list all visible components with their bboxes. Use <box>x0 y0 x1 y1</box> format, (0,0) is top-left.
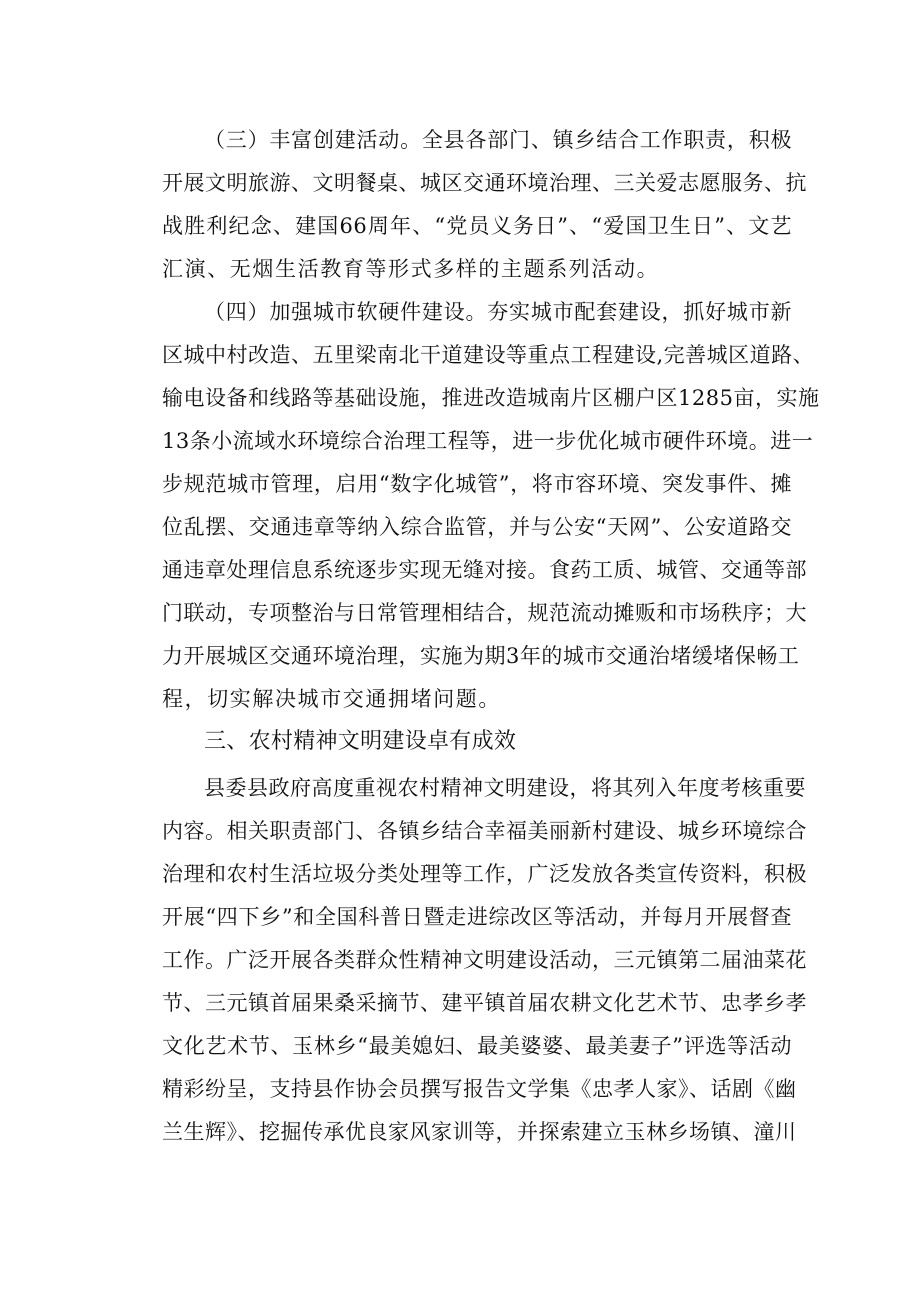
para4-line-8: 门联动，专项整治与日常管理相结合，规范流动摊贩和市场秩序；大 <box>162 601 807 625</box>
para4-line-5: 步规范城市管理，启用“数字化城管”，将市容环境、突发事件、摊 <box>162 472 792 496</box>
para3-line-2: 开展文明旅游、文明餐桌、城区交通环境治理、三关爱志愿服务、抗 <box>162 171 807 195</box>
para5-line-3: 治理和农村生活垃圾分类处理等工作，广泛发放各类宣传资料，积极 <box>162 862 807 886</box>
para5-line-8: 精彩纷呈，支持县作协会员撰写报告文学集《忠孝人家》、话剧《幽 <box>162 1077 797 1101</box>
section-heading-3: 三、农村精神文明建设卓有成效 <box>204 729 517 754</box>
para5-line-1: 县委县政府高度重视农村精神文明建设，将其列入年度考核重要 <box>204 776 806 800</box>
para3-line-3: 战胜利纪念、建国66周年、“党员义务日”、“爱国卫生日”、文艺 <box>162 214 792 238</box>
para4-line-7: 通违章处理信息系统逐步实现无缝对接。食药工质、城管、交通等部 <box>162 558 807 582</box>
para4-line-1: （四）加强城市软硬件建设。夯实城市配套建设，抓好城市新 <box>204 300 792 324</box>
para3-line-4: 汇演、无烟生活教育等形式多样的主题系列活动。 <box>162 257 660 281</box>
para5-line-5: 工作。广泛开展各类群众性精神文明建设活动，三元镇第二届油菜花 <box>162 948 807 972</box>
para5-line-7: 文化艺术节、玉林乡“最美媳妇、最美婆婆、最美妻子”评选等活动 <box>162 1034 792 1058</box>
para5-line-4: 开展“四下乡”和全国科普日暨走进综改区等活动，并每月开展督查 <box>162 905 792 929</box>
para4-line-3: 输电设备和线路等基础设施，推进改造城南片区棚户区1285亩，实施 <box>162 386 820 410</box>
para4-line-9: 力开展城区交通环境治理，实施为期3年的城市交通治堵缓堵保畅工 <box>162 644 800 668</box>
para4-line-4: 13条小流域水环境综合治理工程等，进一步优化城市硬件环境。进一 <box>162 429 814 453</box>
para5-line-6: 节、三元镇首届果桑采摘节、建平镇首届农耕文化艺术节、忠孝乡孝 <box>162 991 807 1015</box>
para5-line-9: 兰生辉》、挖掘传承优良家风家训等，并探索建立玉林乡场镇、潼川 <box>162 1120 797 1144</box>
para3-line-1: （三）丰富创建活动。全县各部门、镇乡结合工作职责，积极 <box>204 128 792 152</box>
para4-line-6: 位乱摆、交通违章等纳入综合监管，并与公安“天网”、公安道路交 <box>162 515 792 539</box>
para4-line-2: 区城中村改造、五里梁南北干道建设等重点工程建设,完善城区道路、 <box>162 343 815 367</box>
para4-line-10: 程，切实解决城市交通拥堵问题。 <box>162 687 501 711</box>
para5-line-2: 内容。相关职责部门、各镇乡结合幸福美丽新村建设、城乡环境综合 <box>162 819 807 843</box>
